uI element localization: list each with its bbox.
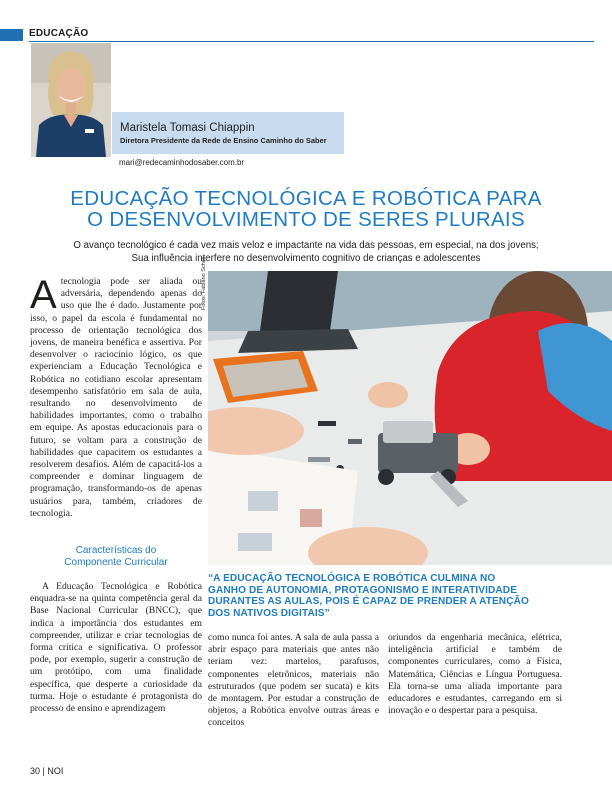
author-name: Maristela Tomasi Chiappin <box>120 122 255 134</box>
body-paragraph-2 <box>30 581 202 715</box>
page-number: 30 <box>30 766 41 776</box>
paragraph-2-text: A Educação Tecnológica e Robótica enquadra-se na quinta competência geral da Base Nacional Curricular (BNCC), que indica a importância dos estudantes em compreender, utilizar e criar tecnologias de forma crítica e significativa. O professor pode, por exemplo, sugerir a construção de um protótipo, com uma finalidade específica, que desperte a curiosidade da turma. Hoje o estudante é protagonista do processo de ensino e aprendizagem <box>30 581 202 715</box>
drop-cap: A <box>30 273 57 317</box>
robotics-class-photo <box>208 271 612 565</box>
section-color-bar <box>0 29 23 41</box>
column-3-text: oriundos da engenharia mecânica, elétrica, inteligência artificial e também de componentes curriculares, como a Física, Matemática, Ciências e Língua Portuguesa. Ela torna-se uma aliada importante para educadores e estudantes, carregando em si inovação e o despertar para a pesquisa. <box>388 632 562 717</box>
author-portrait <box>31 43 111 157</box>
photo-credit: Fotos: Fabiano Schell <box>201 256 207 310</box>
body-column-3 <box>388 632 562 717</box>
quote-line-1: “A EDUCAÇÃO TECNOLÓGICA E ROBÓTICA CULMINA NO <box>208 573 496 584</box>
title-line-1: EDUCAÇÃO TECNOLÓGICA E ROBÓTICA PARA <box>70 187 542 210</box>
magazine-name: NOI <box>47 766 64 776</box>
pull-quote <box>208 573 606 619</box>
article-dek <box>10 240 602 265</box>
footer-separator: | <box>42 766 45 776</box>
intro-text: tecnologia pode ser aliada ou adversária, dependendo apenas do uso que lhe é dado. Justamente por isso, o papel da escola é fundamental no processo de orientação tecnológica dos jovens, de maneira benéfica e assertiva. Por desenvolver o raciocínio lógico, os que experienciam a Educação Tecnológica e Robótica no cotidiano escolar apresentam desempenho satisfatório em sala de aula, resultando no desenvolvimento de habilidades importantes, como o trabalho em equipe. As apostas educacionais para o futuro, se voltam para a construção de habilidades que capacitem os estudantes a resolverem desafios. Além de capacitá-los a compreender e dominar linguagem de programação, transformando-os de apenas usuários para, também, criadores de tecnologia. <box>30 276 202 519</box>
article-title <box>14 188 598 230</box>
subhead-line-1: Características do <box>75 545 157 556</box>
quote-line-4: DOS NATIVOS DIGITAIS” <box>208 607 330 619</box>
dek-line-2: Sua influência interfere no desenvolvimento cognitivo de crianças e adolescentes <box>131 252 481 264</box>
section-divider <box>29 41 594 42</box>
author-role: Diretora Presidente da Rede de Ensino Caminho do Saber <box>120 136 327 145</box>
quote-line-2: GANHO DE AUTONOMIA, PROTAGONISMO E INTERATIVIDADE <box>208 584 518 596</box>
title-line-2: O DESENVOLVIMENTO DE SERES PLURAIS <box>87 208 525 231</box>
section-label: EDUCAÇÃO <box>29 28 89 39</box>
author-email-link[interactable]: mari@redecaminhodosaber.com.br <box>119 158 245 167</box>
quote-line-3: DURANTES AS AULAS, POIS É CAPAZ DE PRENDER A ATENÇÃO <box>208 596 529 608</box>
body-column-2 <box>208 632 379 730</box>
subhead-line-2: Componente Curricular <box>64 557 168 568</box>
page-footer <box>30 766 63 776</box>
dek-line-1: O avanço tecnológico é cada vez mais veloz e impactante na vida das pessoas, em especial, na dos jovens; <box>73 240 539 251</box>
intro-paragraph <box>30 273 202 520</box>
section-subheading <box>30 545 202 569</box>
column-2-text: como nunca foi antes. A sala de aula passa a abrir espaço para materiais que antes não teriam vez: martelos, parafusos, componentes eletrônicos, materiais não estruturados (que podem ser sucata) e kits de montagem. Por estudar a construção de objetos, a Robótica envolve outras áreas e conceitos <box>208 632 379 729</box>
